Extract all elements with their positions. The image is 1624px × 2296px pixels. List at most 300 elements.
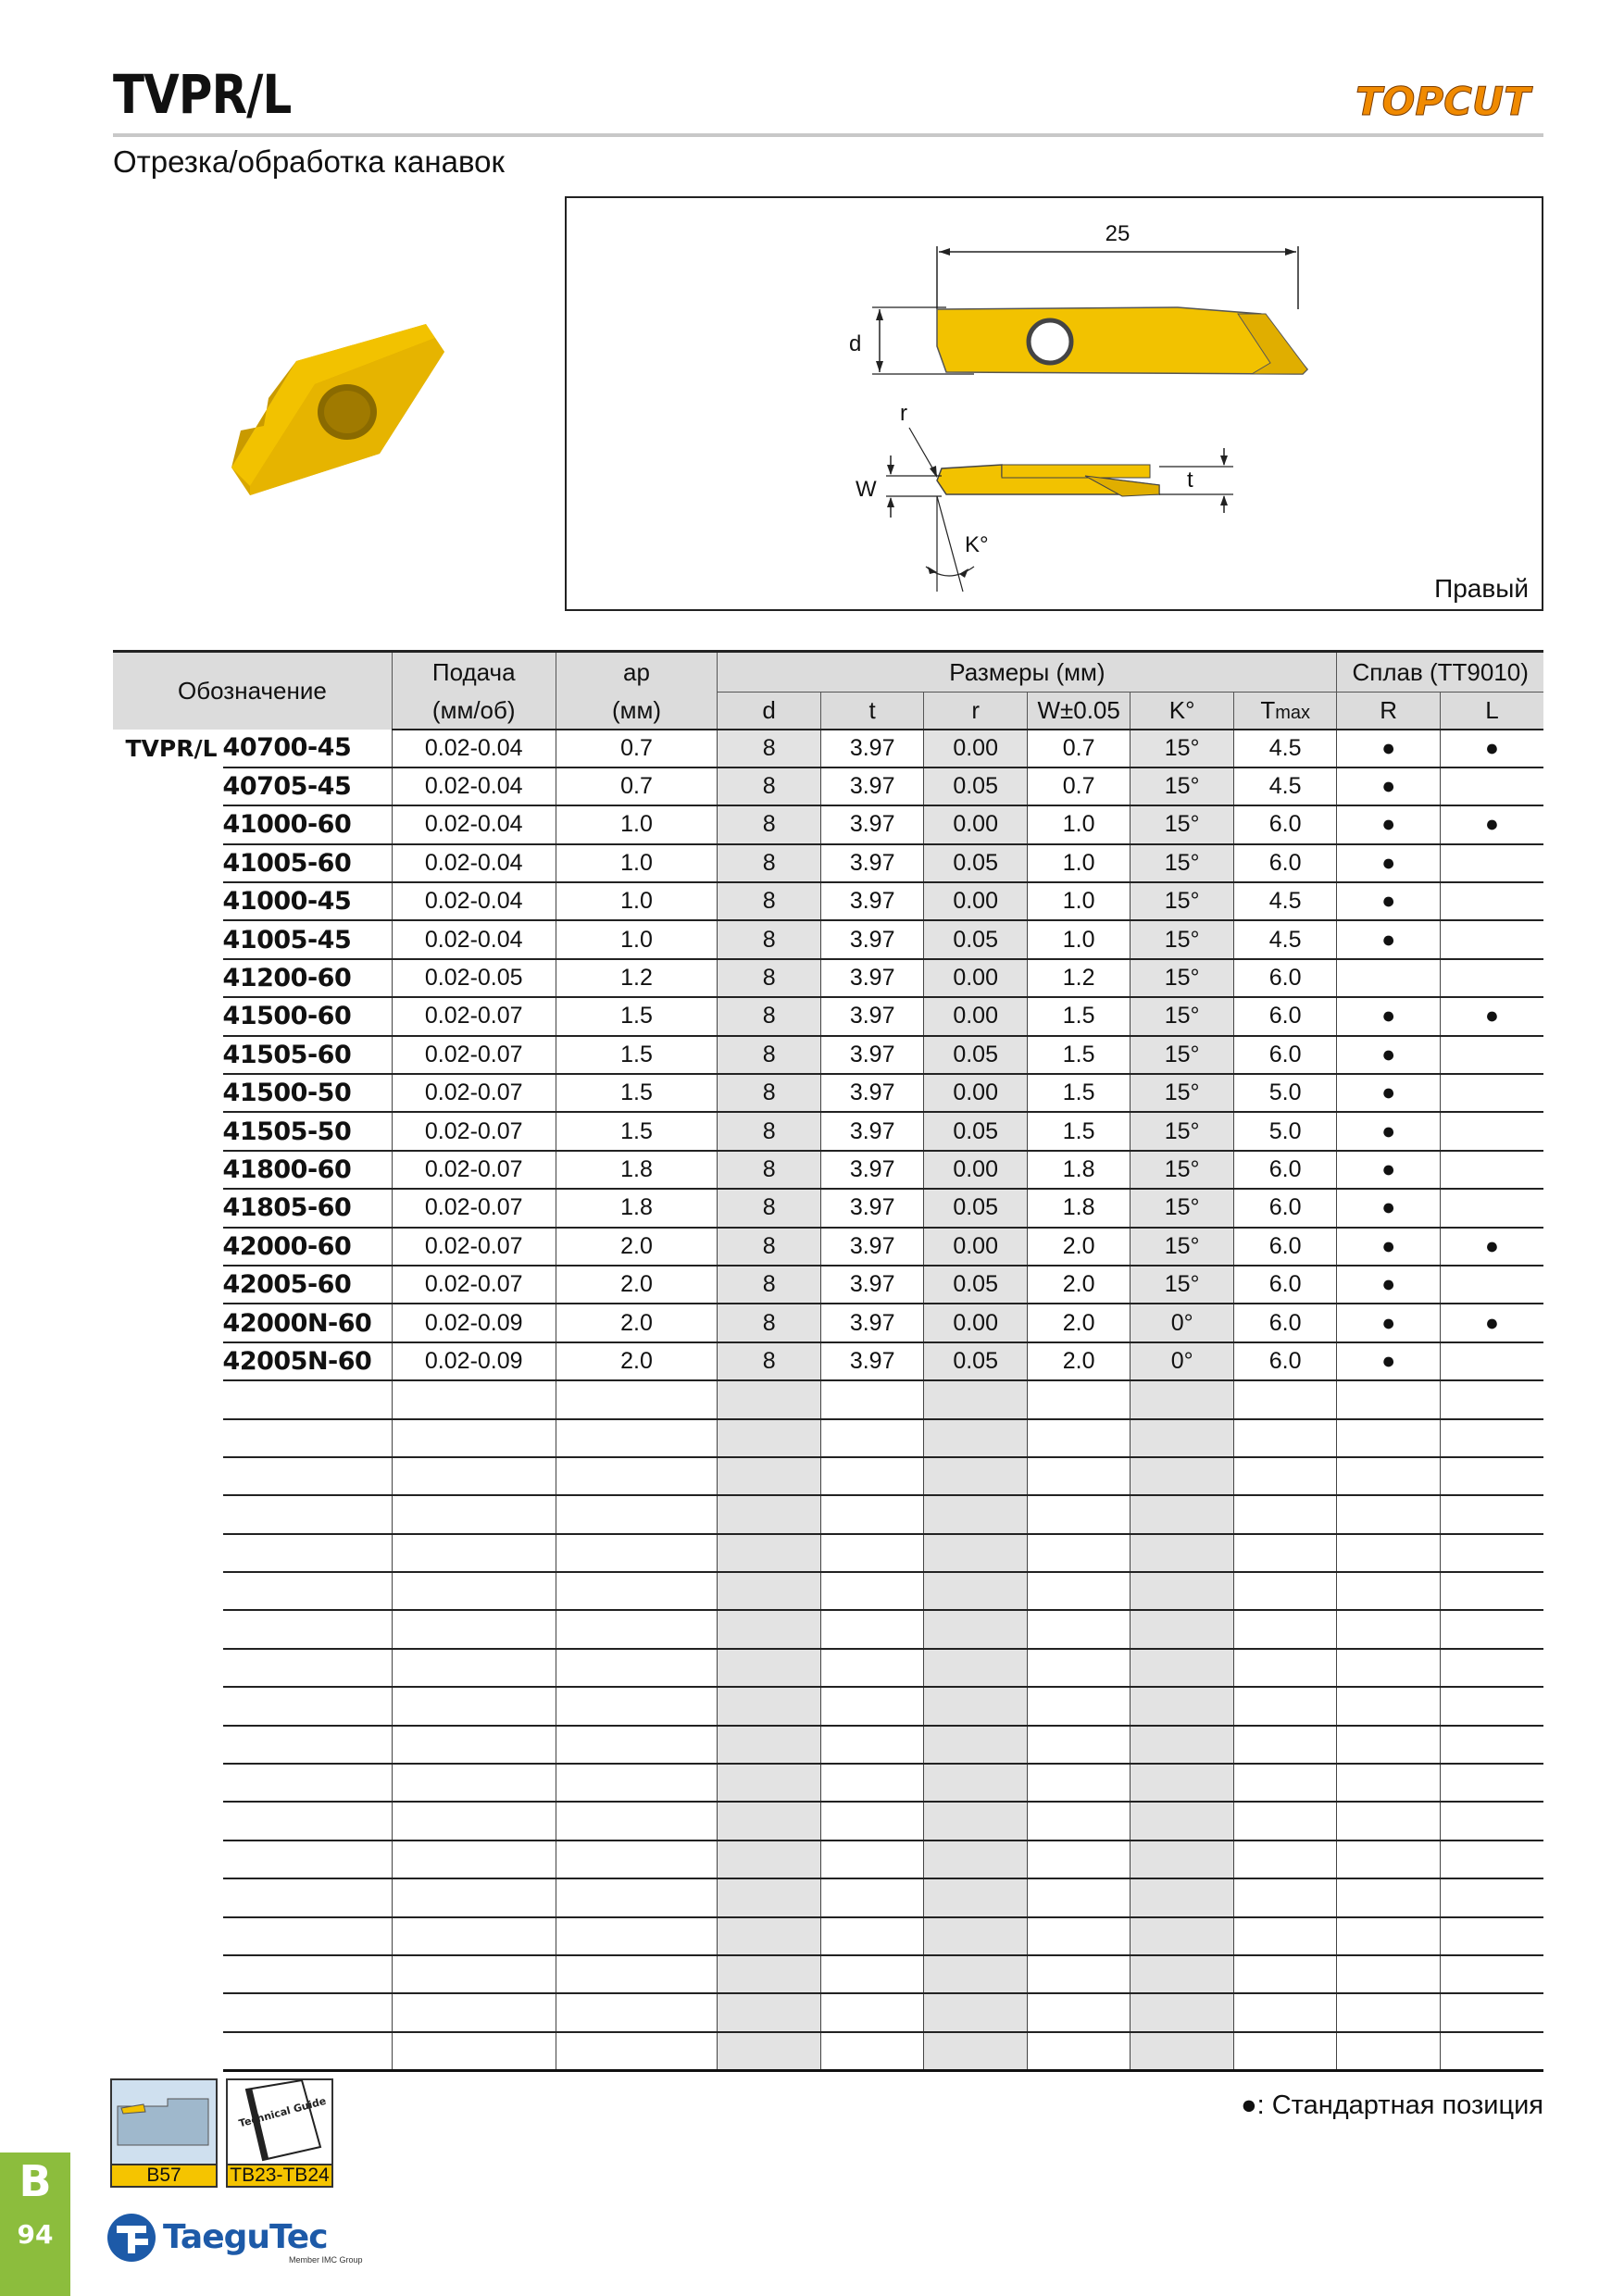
cell-r xyxy=(1337,1419,1441,1457)
cell-feed xyxy=(392,1419,556,1457)
cell-r xyxy=(1337,1726,1441,1764)
cell-tmax: 6.0 xyxy=(1233,1342,1337,1380)
cell-w: 0.7 xyxy=(1027,730,1131,767)
table-row xyxy=(113,1074,1543,1112)
family-spacer xyxy=(113,1878,223,1916)
cell-ap xyxy=(556,1610,718,1648)
cell-tmax: 6.0 xyxy=(1233,1036,1337,1074)
cell-tmax: 4.5 xyxy=(1233,730,1337,767)
cell-feed: 0.02-0.07 xyxy=(392,1189,556,1227)
designation-cell: 40700-45 xyxy=(223,730,393,767)
cell-ap: 1.0 xyxy=(556,882,718,920)
cell-w xyxy=(1027,1419,1131,1457)
family-spacer xyxy=(113,1917,223,1955)
dim-w-label: W xyxy=(856,477,877,502)
empty-table-row xyxy=(113,1802,1543,1840)
cell-d: 8 xyxy=(718,1074,821,1112)
cell-l xyxy=(1440,1342,1543,1380)
spec-table xyxy=(113,650,1543,2072)
cell-k xyxy=(1131,1841,1234,1878)
cell-feed xyxy=(392,1726,556,1764)
cell-l xyxy=(1440,844,1543,882)
cell-w: 2.0 xyxy=(1027,1304,1131,1341)
cell-ap: 1.0 xyxy=(556,805,718,843)
cell-d: 8 xyxy=(718,1304,821,1341)
col-t: t xyxy=(820,693,924,730)
cell-r xyxy=(1337,1572,1441,1610)
cell-r: ● xyxy=(1337,1342,1441,1380)
cell-tmax: 6.0 xyxy=(1233,1189,1337,1227)
cell-r: 0.05 xyxy=(924,1189,1028,1227)
cell-d: 8 xyxy=(718,1228,821,1266)
family-spacer xyxy=(113,1342,223,1380)
family-spacer xyxy=(113,1151,223,1189)
cell-d xyxy=(718,1917,821,1955)
table-row xyxy=(113,920,1543,958)
designation-cell xyxy=(223,1419,393,1457)
cell-ap: 1.8 xyxy=(556,1151,718,1189)
cell-t xyxy=(820,1764,924,1802)
cell-r xyxy=(1337,1917,1441,1955)
cell-tmax: 6.0 xyxy=(1233,1266,1337,1304)
cell-r: 0.05 xyxy=(924,1036,1028,1074)
col-k: K° xyxy=(1131,693,1234,730)
cell-r xyxy=(1337,1764,1441,1802)
cell-r: 0.00 xyxy=(924,997,1028,1035)
cell-tmax: 6.0 xyxy=(1233,959,1337,997)
cell-d: 8 xyxy=(718,959,821,997)
cell-r: 0.00 xyxy=(924,1304,1028,1341)
cell-r xyxy=(924,1878,1028,1916)
cell-r xyxy=(924,1726,1028,1764)
cell-k xyxy=(1131,1610,1234,1648)
col-feed-unit: (мм/об) xyxy=(392,693,556,730)
family-spacer xyxy=(113,1495,223,1533)
cell-r xyxy=(924,1534,1028,1572)
insert-dimension-drawing xyxy=(567,198,1542,609)
cell-r: 0.00 xyxy=(924,730,1028,767)
family-spacer xyxy=(113,1189,223,1227)
ref-technical-guide-link[interactable] xyxy=(226,2078,333,2188)
cell-l xyxy=(1440,1917,1543,1955)
family-spacer xyxy=(113,1841,223,1878)
family-spacer xyxy=(113,882,223,920)
designation-cell: 41200-60 xyxy=(223,959,393,997)
cell-k xyxy=(1131,1649,1234,1687)
cell-d xyxy=(718,1649,821,1687)
cell-t xyxy=(820,1993,924,2031)
family-spacer xyxy=(113,1687,223,1725)
cell-r: ● xyxy=(1337,920,1441,958)
designation-cell xyxy=(223,1726,393,1764)
cell-r: 0.05 xyxy=(924,1112,1028,1150)
cell-l xyxy=(1440,1074,1543,1112)
empty-table-row xyxy=(113,1495,1543,1533)
designation-cell: 41500-50 xyxy=(223,1074,393,1112)
cell-d: 8 xyxy=(718,997,821,1035)
cell-tmax xyxy=(1233,1993,1337,2031)
cell-feed: 0.02-0.07 xyxy=(392,1036,556,1074)
cell-r: 0.05 xyxy=(924,767,1028,805)
col-grade-r: R xyxy=(1337,693,1441,730)
cell-ap xyxy=(556,1457,718,1495)
cell-w xyxy=(1027,1841,1131,1878)
family-spacer xyxy=(113,1266,223,1304)
cell-ap xyxy=(556,1495,718,1533)
page-title: TVPR/L xyxy=(113,63,292,126)
cell-r xyxy=(924,1841,1028,1878)
empty-table-row xyxy=(113,1764,1543,1802)
cell-l xyxy=(1440,1878,1543,1916)
cell-t: 3.97 xyxy=(820,1304,924,1341)
cell-l xyxy=(1440,1189,1543,1227)
cell-feed xyxy=(392,1802,556,1840)
table-row xyxy=(113,1112,1543,1150)
cell-w xyxy=(1027,1380,1131,1418)
cell-r: ● xyxy=(1337,1112,1441,1150)
cell-tmax: 6.0 xyxy=(1233,844,1337,882)
cell-tmax: 4.5 xyxy=(1233,882,1337,920)
cell-k xyxy=(1131,1917,1234,1955)
cell-t: 3.97 xyxy=(820,1342,924,1380)
cell-w: 1.5 xyxy=(1027,997,1131,1035)
cell-feed xyxy=(392,1955,556,1993)
cell-w: 1.5 xyxy=(1027,1074,1131,1112)
cell-r xyxy=(1337,1610,1441,1648)
cell-t: 3.97 xyxy=(820,730,924,767)
cell-feed xyxy=(392,1534,556,1572)
cell-feed xyxy=(392,1993,556,2031)
cell-t: 3.97 xyxy=(820,1151,924,1189)
ref-b57-link[interactable] xyxy=(110,2078,218,2188)
cell-tmax xyxy=(1233,1841,1337,1878)
cell-ap xyxy=(556,1380,718,1418)
cell-r xyxy=(924,1802,1028,1840)
table-row xyxy=(113,997,1543,1035)
cell-feed xyxy=(392,1687,556,1725)
cell-t xyxy=(820,2032,924,2070)
cell-t: 3.97 xyxy=(820,1112,924,1150)
cell-k: 15° xyxy=(1131,805,1234,843)
taegutec-member-text: Member IMC Group xyxy=(289,2255,363,2265)
cell-t xyxy=(820,1572,924,1610)
cell-d xyxy=(718,1687,821,1725)
cell-t: 3.97 xyxy=(820,920,924,958)
family-spacer xyxy=(113,1993,223,2031)
cell-k xyxy=(1131,1726,1234,1764)
cell-ap: 2.0 xyxy=(556,1228,718,1266)
cell-d xyxy=(718,1534,821,1572)
cell-r xyxy=(1337,1802,1441,1840)
cell-d: 8 xyxy=(718,1189,821,1227)
designation-cell: 41505-60 xyxy=(223,1036,393,1074)
family-spacer xyxy=(113,920,223,958)
cell-l xyxy=(1440,1036,1543,1074)
cell-t: 3.97 xyxy=(820,844,924,882)
col-w: W±0.05 xyxy=(1027,693,1131,730)
table-row xyxy=(113,730,1543,767)
cell-w: 1.0 xyxy=(1027,844,1131,882)
cell-t xyxy=(820,1726,924,1764)
cell-feed: 0.02-0.09 xyxy=(392,1342,556,1380)
cell-r xyxy=(1337,1878,1441,1916)
cell-feed: 0.02-0.04 xyxy=(392,844,556,882)
cell-r: 0.00 xyxy=(924,1228,1028,1266)
cell-w: 1.0 xyxy=(1027,805,1131,843)
cell-l xyxy=(1440,1266,1543,1304)
cell-l xyxy=(1440,882,1543,920)
cell-feed xyxy=(392,1457,556,1495)
cell-r: ● xyxy=(1337,1266,1441,1304)
cell-l xyxy=(1440,1649,1543,1687)
cell-t: 3.97 xyxy=(820,882,924,920)
empty-table-row xyxy=(113,1610,1543,1648)
cell-r xyxy=(1337,1380,1441,1418)
cell-w xyxy=(1027,1917,1131,1955)
cell-r xyxy=(1337,1687,1441,1725)
cell-d: 8 xyxy=(718,882,821,920)
cell-r: 0.00 xyxy=(924,1151,1028,1189)
cell-l xyxy=(1440,1764,1543,1802)
cell-d xyxy=(718,1572,821,1610)
cell-ap: 1.5 xyxy=(556,1074,718,1112)
col-ap-unit: (мм) xyxy=(556,693,718,730)
cell-feed: 0.02-0.07 xyxy=(392,997,556,1035)
cell-t xyxy=(820,1841,924,1878)
taegutec-logo xyxy=(104,2205,363,2270)
cell-l xyxy=(1440,1457,1543,1495)
cell-feed xyxy=(392,1380,556,1418)
group-grade: Сплав (TT9010) xyxy=(1337,652,1543,693)
cell-feed xyxy=(392,1841,556,1878)
cell-k xyxy=(1131,1380,1234,1418)
cell-feed: 0.02-0.07 xyxy=(392,1074,556,1112)
cell-l xyxy=(1440,1955,1543,1993)
designation-cell xyxy=(223,1572,393,1610)
cell-r: 0.00 xyxy=(924,1074,1028,1112)
insert-photo xyxy=(213,315,454,509)
cell-tmax xyxy=(1233,1572,1337,1610)
cell-t: 3.97 xyxy=(820,1266,924,1304)
cell-l xyxy=(1440,1534,1543,1572)
cell-w xyxy=(1027,1802,1131,1840)
technical-guide-text: Technical Guide xyxy=(237,2094,328,2130)
cell-r xyxy=(924,1993,1028,2031)
cell-tmax: 4.5 xyxy=(1233,767,1337,805)
cell-tmax: 5.0 xyxy=(1233,1112,1337,1150)
cell-r xyxy=(924,1917,1028,1955)
cell-tmax xyxy=(1233,1802,1337,1840)
cell-ap xyxy=(556,1419,718,1457)
cell-d xyxy=(718,1419,821,1457)
empty-table-row xyxy=(113,2032,1543,2070)
designation-cell xyxy=(223,1687,393,1725)
family-spacer xyxy=(113,1419,223,1457)
table-row xyxy=(113,882,1543,920)
designation-cell xyxy=(223,1917,393,1955)
cell-feed xyxy=(392,1917,556,1955)
cell-w xyxy=(1027,1534,1131,1572)
cell-r xyxy=(1337,1649,1441,1687)
cell-t xyxy=(820,1534,924,1572)
cell-ap xyxy=(556,1572,718,1610)
cell-r xyxy=(924,1687,1028,1725)
taegutec-wordmark: TaeguTec xyxy=(163,2218,328,2256)
cell-r xyxy=(924,1955,1028,1993)
cell-w: 1.0 xyxy=(1027,882,1131,920)
family-spacer xyxy=(113,1955,223,1993)
cell-tmax xyxy=(1233,1610,1337,1648)
cell-d xyxy=(718,1457,821,1495)
section-tab xyxy=(0,2152,70,2296)
cell-r: ● xyxy=(1337,1189,1441,1227)
cell-d: 8 xyxy=(718,767,821,805)
cell-w xyxy=(1027,1457,1131,1495)
cell-t xyxy=(820,1419,924,1457)
cell-r: 0.05 xyxy=(924,844,1028,882)
family-spacer xyxy=(113,1304,223,1341)
cell-t xyxy=(820,1878,924,1916)
cell-k xyxy=(1131,1419,1234,1457)
empty-table-row xyxy=(113,1534,1543,1572)
cell-r: ● xyxy=(1337,1074,1441,1112)
family-spacer xyxy=(113,1380,223,1418)
designation-cell xyxy=(223,1841,393,1878)
family-spacer xyxy=(113,1228,223,1266)
designation-cell xyxy=(223,1534,393,1572)
family-spacer xyxy=(113,1036,223,1074)
cell-l xyxy=(1440,1841,1543,1878)
empty-table-row xyxy=(113,1993,1543,2031)
cell-ap: 1.8 xyxy=(556,1189,718,1227)
family-spacer xyxy=(113,844,223,882)
cell-w: 2.0 xyxy=(1027,1228,1131,1266)
cell-feed: 0.02-0.04 xyxy=(392,730,556,767)
cell-d xyxy=(718,1380,821,1418)
cell-w: 1.5 xyxy=(1027,1036,1131,1074)
col-grade-l: L xyxy=(1440,693,1543,730)
cell-t: 3.97 xyxy=(820,959,924,997)
cell-feed xyxy=(392,1495,556,1533)
empty-table-row xyxy=(113,1878,1543,1916)
cell-r: ● xyxy=(1337,1151,1441,1189)
cell-t xyxy=(820,1610,924,1648)
cell-r: ● xyxy=(1337,767,1441,805)
cell-tmax: 6.0 xyxy=(1233,1228,1337,1266)
designation-cell: 41000-45 xyxy=(223,882,393,920)
cell-r xyxy=(924,1457,1028,1495)
family-label: TVPR/L xyxy=(125,734,218,762)
dim-d-label: d xyxy=(849,331,862,356)
cell-r xyxy=(1337,1495,1441,1533)
cell-w: 1.8 xyxy=(1027,1151,1131,1189)
cell-w xyxy=(1027,1495,1131,1533)
cell-r: ● xyxy=(1337,1036,1441,1074)
cell-k: 15° xyxy=(1131,844,1234,882)
cell-k xyxy=(1131,2032,1234,2070)
cell-k xyxy=(1131,1802,1234,1840)
empty-table-row xyxy=(113,1917,1543,1955)
cell-l: ● xyxy=(1440,730,1543,767)
holder-thumbnail-icon xyxy=(112,2080,216,2164)
cell-ap xyxy=(556,2032,718,2070)
cell-r xyxy=(924,1572,1028,1610)
cell-ap: 1.0 xyxy=(556,920,718,958)
cell-r xyxy=(924,1649,1028,1687)
cell-w xyxy=(1027,1993,1131,2031)
designation-cell xyxy=(223,1649,393,1687)
designation-cell: 41500-60 xyxy=(223,997,393,1035)
cell-feed: 0.02-0.07 xyxy=(392,1228,556,1266)
cell-feed: 0.02-0.04 xyxy=(392,882,556,920)
cell-d xyxy=(718,1802,821,1840)
empty-table-row xyxy=(113,1955,1543,1993)
family-spacer xyxy=(113,1572,223,1610)
technical-guide-book-icon xyxy=(228,2080,331,2164)
hand-label: Правый xyxy=(1434,574,1529,603)
cell-t xyxy=(820,1687,924,1725)
designation-cell: 41805-60 xyxy=(223,1189,393,1227)
cell-l xyxy=(1440,2032,1543,2070)
cell-r xyxy=(924,1610,1028,1648)
cell-k xyxy=(1131,1687,1234,1725)
cell-r: 0.00 xyxy=(924,805,1028,843)
cell-ap: 2.0 xyxy=(556,1304,718,1341)
cell-k xyxy=(1131,1457,1234,1495)
cell-r: ● xyxy=(1337,805,1441,843)
cell-tmax: 6.0 xyxy=(1233,997,1337,1035)
cell-l xyxy=(1440,1380,1543,1418)
topcut-logo xyxy=(1354,72,1543,128)
cell-l xyxy=(1440,1495,1543,1533)
designation-cell xyxy=(223,1993,393,2031)
col-designation: Обозначение xyxy=(113,652,392,730)
cell-d: 8 xyxy=(718,1036,821,1074)
cell-tmax xyxy=(1233,1649,1337,1687)
cell-d xyxy=(718,1993,821,2031)
cell-t: 3.97 xyxy=(820,1036,924,1074)
cell-t xyxy=(820,1380,924,1418)
topcut-logo-text: TOPCUT xyxy=(1355,79,1530,124)
cell-l: ● xyxy=(1440,805,1543,843)
cell-k: 0° xyxy=(1131,1304,1234,1341)
cell-feed: 0.02-0.04 xyxy=(392,767,556,805)
table-row xyxy=(113,767,1543,805)
cell-tmax xyxy=(1233,1764,1337,1802)
cell-k: 15° xyxy=(1131,920,1234,958)
designation-cell: 42005-60 xyxy=(223,1266,393,1304)
cell-d xyxy=(718,1878,821,1916)
cell-ap: 1.2 xyxy=(556,959,718,997)
cell-k: 15° xyxy=(1131,767,1234,805)
cell-ap xyxy=(556,1687,718,1725)
col-ap: ap xyxy=(556,652,718,693)
family-spacer xyxy=(113,1726,223,1764)
cell-r: ● xyxy=(1337,997,1441,1035)
designation-cell xyxy=(223,1457,393,1495)
designation-cell xyxy=(223,1878,393,1916)
cell-l xyxy=(1440,767,1543,805)
cell-k: 15° xyxy=(1131,1074,1234,1112)
cell-t: 3.97 xyxy=(820,767,924,805)
cell-tmax xyxy=(1233,1917,1337,1955)
table-row xyxy=(113,805,1543,843)
cell-tmax xyxy=(1233,1878,1337,1916)
header-rule xyxy=(113,133,1543,137)
cell-tmax: 4.5 xyxy=(1233,920,1337,958)
cell-ap: 1.0 xyxy=(556,844,718,882)
cell-k: 15° xyxy=(1131,959,1234,997)
